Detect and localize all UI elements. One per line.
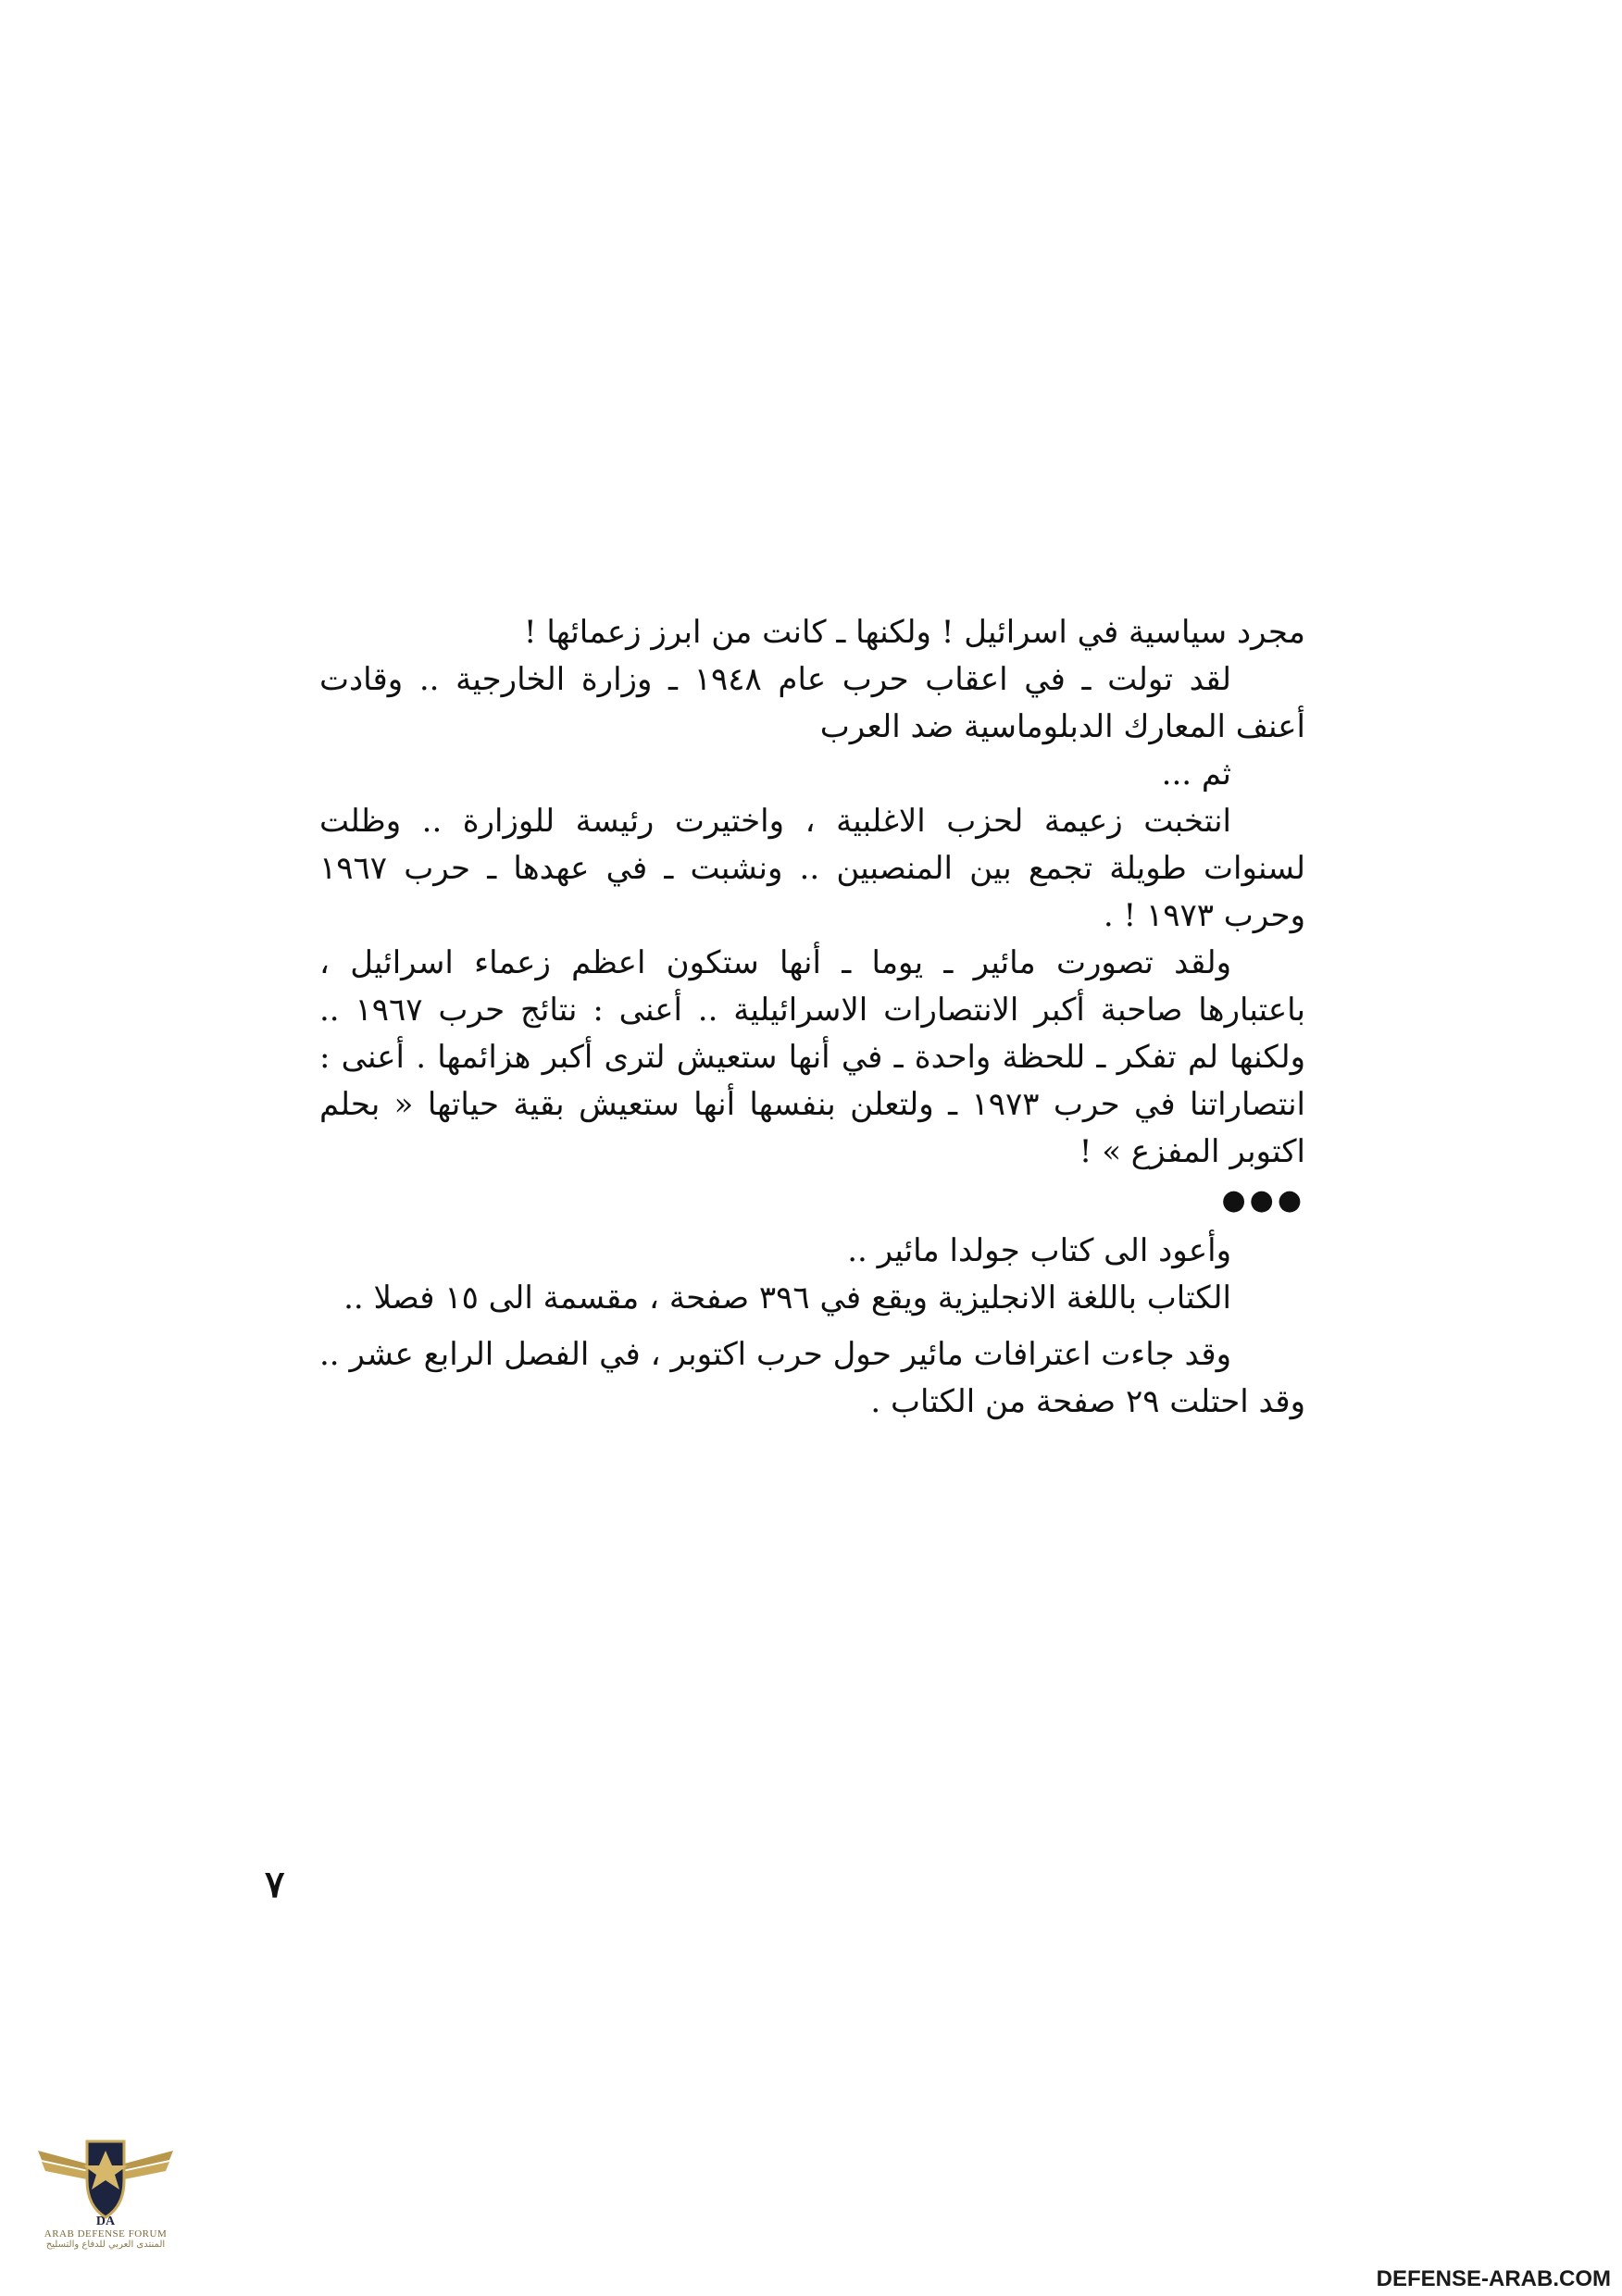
section-separator: ●●● [1221, 1184, 1305, 1217]
paragraph-6: وأعود الى كتاب جولدا مائير .. [847, 1232, 1231, 1269]
paragraph-7: الكتاب باللغة الانجليزية ويقع في ٣٩٦ صفحة ، مقسمة الى ١٥ فصلا .. [343, 1279, 1231, 1316]
paragraph-3: ثم ... [1161, 755, 1231, 792]
book-page-text [319, 609, 1305, 1426]
paragraph-8: وقد جاءت اعترافات مائير حول حرب اكتوبر ، في الفصل الرابع عشر .. وقد احتلت ٢٩ صفحة من الكتاب . [319, 1336, 1305, 1420]
watermark-site: DEFENSE-ARAB.COM [1376, 2266, 1611, 2291]
page-number: ٧ [265, 1863, 285, 1906]
shield-wings-icon [36, 2125, 175, 2227]
paragraph-2: لقد تولت ـ في اعقاب حرب عام ١٩٤٨ ـ وزارة الخارجية .. وقادت أعنف المعارك الدبلوماسية ضد العرب [319, 661, 1305, 745]
logo-initials: DA [95, 2215, 116, 2227]
paragraph-4: انتخبت زعيمة لحزب الاغلبية ، واختيرت رئيسة للوزارة .. وظلت لسنوات طويلة تجمع بين المنصبين .. ونشبت ـ في عهدها ـ حرب ١٩٦٧ وحرب ١٩٧٣ ! . [319, 803, 1305, 934]
paragraph-1: مجرد سياسية في اسرائيل ! ولكنها ـ كانت من ابرز زعمائها ! [523, 614, 1305, 651]
paragraph-5: ولقد تصورت مائير ـ يوما ـ أنها ستكون اعظم زعماء اسرائيل ، باعتبارها صاحبة أكبر الانتصارات الاسرائيلية .. أعنى : نتائج حرب ١٩٦٧ .. ولكنها لم تفكر ـ للحظة واحدة ـ في أنها ستعيش لترى أكبر هزائمها . أعنى : انتصاراتنا في حرب ١٩٧٣ ـ ولتعلن بنفسها أنها ستعيش بقية حياتها « بحلم اكتوبر المفزع » ! [319, 944, 1305, 1170]
forum-logo [31, 2125, 180, 2291]
logo-text-en: ARAB DEFENSE FORUM [44, 2228, 168, 2240]
logo-text-ar: المنتدى العربي للدفاع والتسليح [45, 2240, 166, 2250]
